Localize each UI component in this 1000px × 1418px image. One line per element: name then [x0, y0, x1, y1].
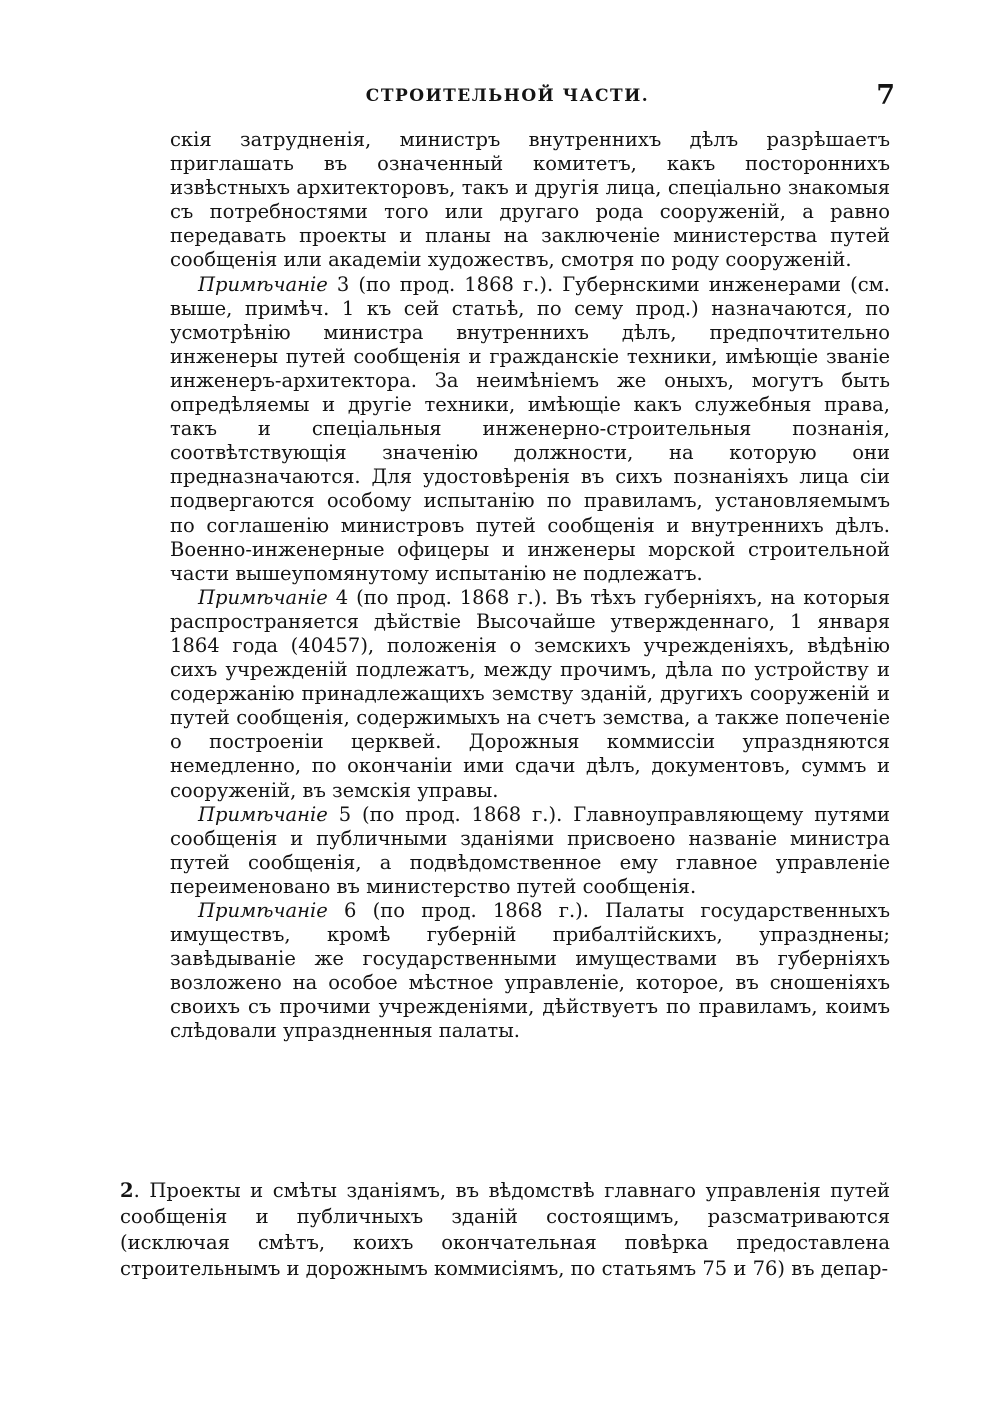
note-4: [170, 586, 890, 803]
page-header: [120, 80, 895, 116]
note-text: 5 (по прод. 1868 г.). Главноуправляющему путями сообщенія и публичными зданіями присвоено названіе министра путей сообщенія, а подвѣдомственное ему главное управленіе переименовано въ министерство путей сообщенія.: [170, 802, 890, 898]
article-text: . Проекты и смѣты зданіямъ, въ вѣдомствѣ главнаго управленія путей сообщенія и публичныхъ зданій состоящимъ, разсматриваются (исключая смѣтъ, коихъ окончательная повѣрка предоставлена строительнымъ и дорожнымъ коммисіямъ, по статьямъ 75 и 76) въ депар-: [120, 1179, 890, 1280]
note-6: [170, 899, 890, 1044]
note-3: [170, 273, 890, 586]
note-5: [170, 803, 890, 899]
note-label: Примѣчаніе: [198, 272, 328, 296]
body-text: [170, 128, 890, 1044]
page-number: 7: [876, 80, 895, 111]
note-text: 3 (по прод. 1868 г.). Губернскими инженерами (см. выше, примѣч. 1 къ сей статьѣ, по сему прод.) назначаются, по усмотрѣнію министра внутреннихъ дѣлъ, предпочтительно инженеры путей сообщенія и гражданскіе техники, имѣющіе званіе инженеръ-архитектора. За неимѣніемъ же оныхъ, могутъ быть опредѣляемы и другіе техники, имѣющіе какъ служебныя права, такъ и спеціальныя инженерно-строительныя познанія, соотвѣтствующія значенію должности, на которую они предназначаются. Для удостовѣренія въ сихъ познаніяхъ лица сіи подвергаются особому испытанію по правиламъ, установляемымъ по соглашенію министровъ путей сообщенія и внутреннихъ дѣлъ. Военно-инженерные офицеры и инженеры морской строительной части вышеупомянутому испытанію не подлежатъ.: [170, 272, 890, 585]
note-label: Примѣчаніе: [198, 802, 328, 826]
note-text: 4 (по прод. 1868 г.). Въ тѣхъ губерніяхъ, на которыя распространяется дѣйствіе Высочайше утвержденнаго, 1 января 1864 года (40457), положенія о земскихъ учрежденіяхъ, вѣдѣнію сихъ учрежденій подлежатъ, между прочимъ, дѣла по устройству и содержанію принадлежащихъ земству зданій, другихъ сооруженій и путей сообщенія, содержимыхъ на счетъ земства, а также попеченіе о построеніи церквей. Дорожныя коммиссіи упраздняются немедленно, по окончаніи ими сдачи дѣлъ, документовъ, суммъ и сооруженій, въ земскія управы.: [170, 585, 890, 802]
intro-paragraph: скія затрудненія, министръ внутреннихъ дѣлъ разрѣшаетъ приглашать въ означенный комитетъ, какъ постороннихъ извѣстныхъ архитекторовъ, такъ и другія лица, спеціально знакомыя съ потребностями того или другаго рода сооруженій, а равно передавать проекты и планы на заключеніе министерства путей сообщенія или академіи художествъ, смотря по роду сооруженій.: [170, 128, 890, 272]
article-2: [120, 1178, 890, 1282]
note-text: 6 (по прод. 1868 г.). Палаты государственныхъ имуществъ, кромѣ губерній прибалтійскихъ, упразднены; завѣдываніе же государственными имуществами въ губерніяхъ возложено на особое мѣстное управленіе, которое, въ сношеніяхъ своихъ съ прочими учрежденіями, дѣйствуетъ по правиламъ, коимъ слѣдовали упраздненныя палаты.: [170, 899, 890, 1043]
running-title: СТРОИТЕЛЬНОЙ ЧАСТИ.: [365, 86, 650, 106]
note-label: Примѣчаніе: [198, 585, 328, 609]
article-number: 2: [120, 1179, 134, 1202]
note-label: Примѣчаніе: [198, 899, 328, 922]
